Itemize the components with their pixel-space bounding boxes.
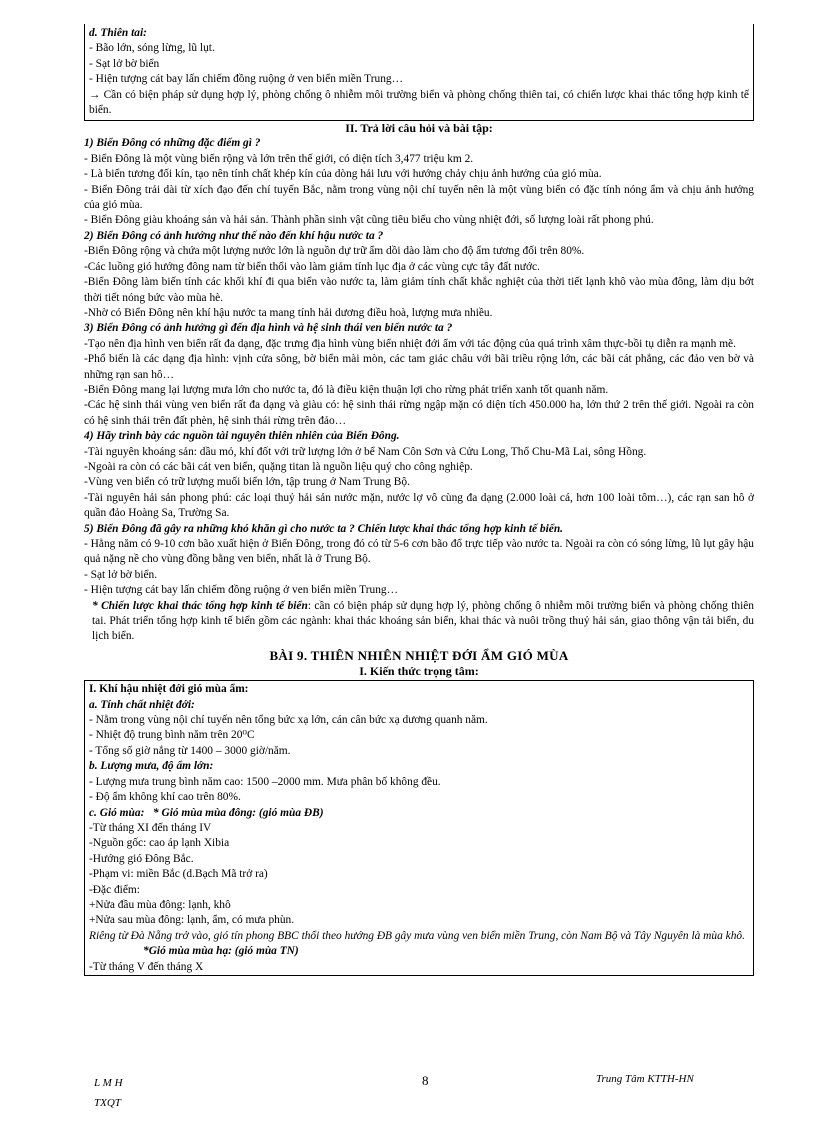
monsoon-heading-row <box>89 806 749 821</box>
answer-line: -Biển Đông làm biến tính các khối khí đi qua biển vào nước ta, làm giảm tính chất khắc nghiệt của thời tiết lạnh khô vào mùa đông, làm dịu bớt thời tiết nóng bức vào mùa hè. <box>84 276 754 304</box>
subsection-title: c. Gió mùa: <box>89 806 145 819</box>
answer-line: - Là biển tương đối kín, tạo nên tính chất khép kín của dòng hải lưu với hướng chảy chịu ảnh hưởng của gió mùa. <box>84 168 602 181</box>
question-title: 3) Biển Đông có ảnh hưởng gì đến địa hình và hệ sinh thái ven biển nước ta ? <box>84 322 453 335</box>
answer-line: -Tài nguyên khoáng sản: dầu mỏ, khí đốt với trữ lượng lớn ở bể Nam Côn Sơn và Cửu Long, Thổ Chu-Mã Lai, sông Hồng. <box>84 445 647 458</box>
footer-right: Trung Tâm KTTH-HN <box>596 1073 694 1085</box>
answer-line: -Tài nguyên hải sản phong phú: các loại thuỷ hải sản nước mặn, nước lợ vô cùng đa dạng (2.000 loài cá, hơn 100 loài tôm…), các rạn san hô ở quần đảo Hoàng Sa, Trường Sa. <box>84 491 754 520</box>
strategy-text: : cần có biện pháp sử dụng hợp lý, phòng chống ô nhiễm môi trường biển và phòng chống thiên tai. Phát triển tổng hợp kinh tế biển gồm các ngành: khai thác khoáng sản biển, khai thác và nuôi trồng thuỷ hải sản, giao thông vận tải biển, du lịch biển. <box>92 599 754 643</box>
climate-line: - Lượng mưa trung bình năm cao: 1500 –2000 mm. Mưa phân bố không đều. <box>89 775 441 788</box>
answer-line: - Hằng năm có 9-10 cơn bão xuất hiện ở Biển Đông, trong đó có từ 5-6 cơn bão đổ trực tiếp vào nước ta. Ngoài ra còn có sóng lừng, lũ lụt gây hậu quả nặng nề cho vùng đồng bằng ven biển, nhất là ở Trung Bộ. <box>84 538 754 566</box>
strategy-paragraph <box>84 599 754 645</box>
section-title: II. Trả lời câu hỏi và bài tập: <box>345 121 493 136</box>
footer-left-line: L M H <box>94 1077 123 1089</box>
climate-line: - Độ ẩm không khí cao trên 80%. <box>89 791 241 804</box>
answer-line: -Các luồng gió hướng đông nam từ biển thổi vào làm giảm tính lục địa ở các vùng cực tây đất nước. <box>84 260 540 273</box>
answer-line: -Các hệ sinh thái vùng ven biển rất đa dạng và giàu có: hệ sinh thái rừng ngập mặn có diện tích 450.000 ha, lớn thứ 2 trên thế giới. Ngoài ra còn có hệ sinh thái trên đất phèn, hệ sinh thái rừng trên đảo… <box>84 399 754 427</box>
answer-line: - Biển Đông là một vùng biển rộng và lớn trên thế giới, có diện tích 3,477 triệu km 2. <box>84 152 474 165</box>
climate-line: - Nhiệt độ trung bình năm trên 20⁰C <box>89 729 255 742</box>
disaster-heading: d. Thiên tai: <box>89 27 147 39</box>
answer-line: - Biển Đông giàu khoáng sản và hải sản. Thành phần sinh vật cũng tiêu biểu cho vùng nhiệt đới, số lượng loài rất phong phú. <box>84 214 654 227</box>
answer-line: -Biển Đông rộng và chứa một lượng nước lớn là nguồn dự trữ ẩm dồi dào làm cho độ ẩm tương đối trên 80%. <box>84 245 585 258</box>
page-number: 8 <box>422 1073 429 1088</box>
strategy-label: * Chiến lược khai thác tổng hợp kinh tế biển <box>92 599 308 612</box>
answer-line: - Hiện tượng cát bay lấn chiếm đồng ruộng ở ven biển miền Trung… <box>84 584 399 597</box>
disaster-line: - Hiện tượng cát bay lấn chiếm đồng ruộng ở ven biển miền Trung… <box>89 73 404 86</box>
disaster-line: - Sạt lở bờ biển <box>89 57 160 70</box>
climate-line: -Từ tháng V đến tháng X <box>89 960 204 973</box>
lesson-subtitle: I. Kiến thức trọng tâm: <box>359 664 479 679</box>
answer-line: - Biển Đông trải dài từ xích đạo đến chí tuyến Bắc, nằm trong vùng nội chí tuyến nên là một vùng biển có đặc tính nóng ẩm và chịu ảnh hưởng của gió mùa. <box>84 183 754 212</box>
climate-line: -Nguồn gốc: cao áp lạnh Xibia <box>89 837 230 850</box>
climate-line: - Tổng số giờ nắng từ 1400 – 3000 giờ/năm. <box>89 744 291 757</box>
climate-line: -Từ tháng XI đến tháng IV <box>89 821 212 834</box>
answer-line: -Phổ biến là các dạng địa hình: vịnh cửa sông, bờ biển mài mòn, các tam giác châu với bãi triều rộng lớn, các bãi cát phẳng, các đảo ven bờ và những rạn san hô… <box>84 353 754 381</box>
answer-line: -Biển Đông mang lại lượng mưa lớn cho nước ta, đó là điều kiện thuận lợi cho rừng phát triển xanh tốt quanh năm. <box>84 383 609 396</box>
answer-line: -Nhờ có Biển Đông nên khí hậu nước ta mang tính hải dương điều hoà, lượng mưa nhiều. <box>84 306 493 319</box>
winter-monsoon-title: * Gió mùa mùa đông: (gió mùa ĐB) <box>152 806 324 819</box>
climate-line: +Nửa sau mùa đông: lạnh, ẩm, có mưa phùn. <box>89 914 295 927</box>
question-title: 5) Biển Đông đã gây ra những khó khăn gì cho nước ta ? Chiến lược khai thác tổng hợp kinh tế biển. <box>84 522 564 535</box>
natural-disaster-box <box>84 24 754 121</box>
climate-box <box>84 680 754 976</box>
climate-heading: I. Khí hậu nhiệt đới gió mùa ẩm: <box>89 683 249 696</box>
answer-line: -Ngoài ra còn có các bãi cát ven biển, quặng titan là nguồn liệu quý cho công nghiệp. <box>84 460 473 473</box>
summer-monsoon-title: *Gió mùa mùa hạ: (gió mùa TN) <box>143 945 299 958</box>
subsection-title: a. Tính chất nhiệt đới: <box>89 698 195 711</box>
subsection-title: b. Lượng mưa, độ ẩm lớn: <box>89 760 214 773</box>
climate-line: - Nằm trong vùng nội chí tuyến nên tổng bức xạ lớn, cán cân bức xạ dương quanh năm. <box>89 714 488 727</box>
climate-italic-note: Riêng từ Đà Nẵng trở vào, gió tín phong BBC thổi theo hướng ĐB gây mưa vùng ven biển miền Trung, còn Nam Bộ và Tây Nguyên là mùa khô. <box>89 929 745 942</box>
document-page <box>84 24 754 976</box>
answer-line: - Sạt lở bờ biển. <box>84 568 158 581</box>
disaster-line: - Bão lớn, sóng lừng, lũ lụt. <box>89 42 215 55</box>
climate-line: -Hướng gió Đông Bắc. <box>89 852 194 865</box>
answer-line: -Vùng ven biển có trữ lượng muối biển lớn, tập trung ở Nam Trung Bộ. <box>84 476 410 489</box>
climate-line: -Phạm vi: miền Bắc (d.Bạch Mã trở ra) <box>89 868 268 881</box>
footer-left-line: TXQT <box>94 1097 121 1109</box>
climate-line: +Nửa đầu mùa đông: lạnh, khô <box>89 898 231 911</box>
question-title: 1) Biển Đông có những đặc điểm gì ? <box>84 137 261 150</box>
lesson-title: BÀI 9. THIÊN NHIÊN NHIỆT ĐỚI ẨM GIÓ MÙA <box>269 647 569 663</box>
answer-line: -Tạo nên địa hình ven biển rất đa dạng, đặc trưng địa hình vùng biển nhiệt đới ẩm với tác động của quá trình xâm thực-bồi tụ diễn ra mạnh mẽ. <box>84 337 736 350</box>
question-title: 4) Hãy trình bày các nguồn tài nguyên thiên nhiên của Biển Đông. <box>84 430 400 443</box>
disaster-conclusion: → Cần có biện pháp sử dụng hợp lý, phòng chống ô nhiễm môi trường biển và phòng chống thiên tai, có chiến lược khai thác tổng hợp kinh tế biển. <box>89 88 749 117</box>
climate-line: -Đặc điểm: <box>89 883 140 896</box>
footer-left <box>94 1073 123 1113</box>
question-title: 2) Biển Đông có ảnh hưởng như thế nào đến khí hậu nước ta ? <box>84 229 384 242</box>
